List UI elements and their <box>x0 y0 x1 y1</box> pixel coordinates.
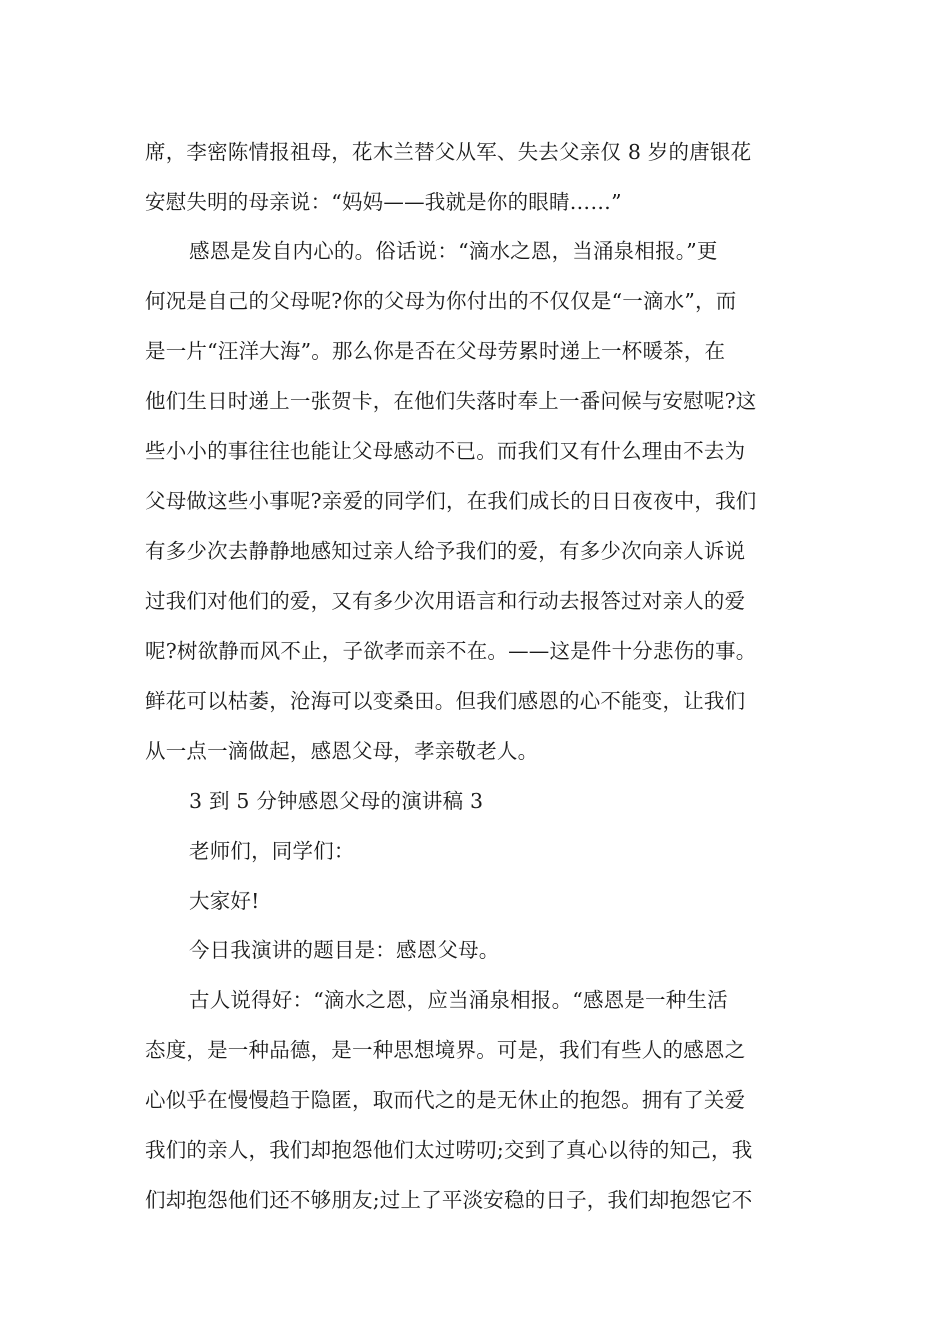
text-line: 何况是自己的父母呢?你的父母为你付出的不仅仅是“一滴水”，而 <box>145 289 737 313</box>
text-line: 有多少次去静静地感知过亲人给予我们的爱，有多少次向亲人诉说 <box>145 539 746 563</box>
text-line: 安慰失明的母亲说：“妈妈——我就是你的眼睛……” <box>145 190 622 214</box>
text-line: 从一点一滴做起，感恩父母，孝亲敬老人。 <box>145 739 539 763</box>
text-line: 态度，是一种品德，是一种思想境界。可是，我们有些人的感恩之 <box>145 1038 746 1062</box>
text-line: 过我们对他们的爱，又有多少次用语言和行动去报答过对亲人的爱 <box>145 589 746 613</box>
text-line: 是一片“汪洋大海”。那么你是否在父母劳累时递上一杯暖茶，在 <box>145 339 726 363</box>
text-line: 古人说得好：“滴水之恩，应当涌泉相报。“感恩是一种生活 <box>189 988 728 1012</box>
text-line: 父母做这些小事呢?亲爱的同学们，在我们成长的日日夜夜中，我们 <box>145 489 757 513</box>
text-line: 感恩是发自内心的。俗话说：“滴水之恩，当涌泉相报。”更 <box>189 239 718 263</box>
salutation: 老师们，同学们： <box>189 839 355 863</box>
text-line: 心似乎在慢慢趋于隐匿，取而代之的是无休止的抱怨。拥有了关爱 <box>145 1088 746 1112</box>
greeting: 大家好! <box>189 889 260 913</box>
text-line: 今日我演讲的题目是：感恩父母。 <box>189 938 500 962</box>
text-line: 鲜花可以枯萎，沧海可以变桑田。但我们感恩的心不能变，让我们 <box>145 689 746 713</box>
text-line: 们却抱怨他们还不够朋友;过上了平淡安稳的日子，我们却抱怨它不 <box>145 1188 753 1212</box>
text-line: 席，李密陈情报祖母，花木兰替父从军、失去父亲仅 8 岁的唐银花 <box>145 140 752 164</box>
text-line: 他们生日时递上一张贺卡，在他们失落时奉上一番问候与安慰呢?这 <box>145 389 757 413</box>
section-heading: 3 到 5 分钟感恩父母的演讲稿 3 <box>189 789 484 813</box>
text-line: 我们的亲人，我们却抱怨他们太过唠叨;交到了真心以待的知己，我 <box>145 1138 753 1162</box>
text-line: 些小小的事往往也能让父母感动不已。而我们又有什么理由不去为 <box>145 439 746 463</box>
text-line: 呢?树欲静而风不止，子欲孝而亲不在。——这是件十分悲伤的事。 <box>145 639 757 663</box>
